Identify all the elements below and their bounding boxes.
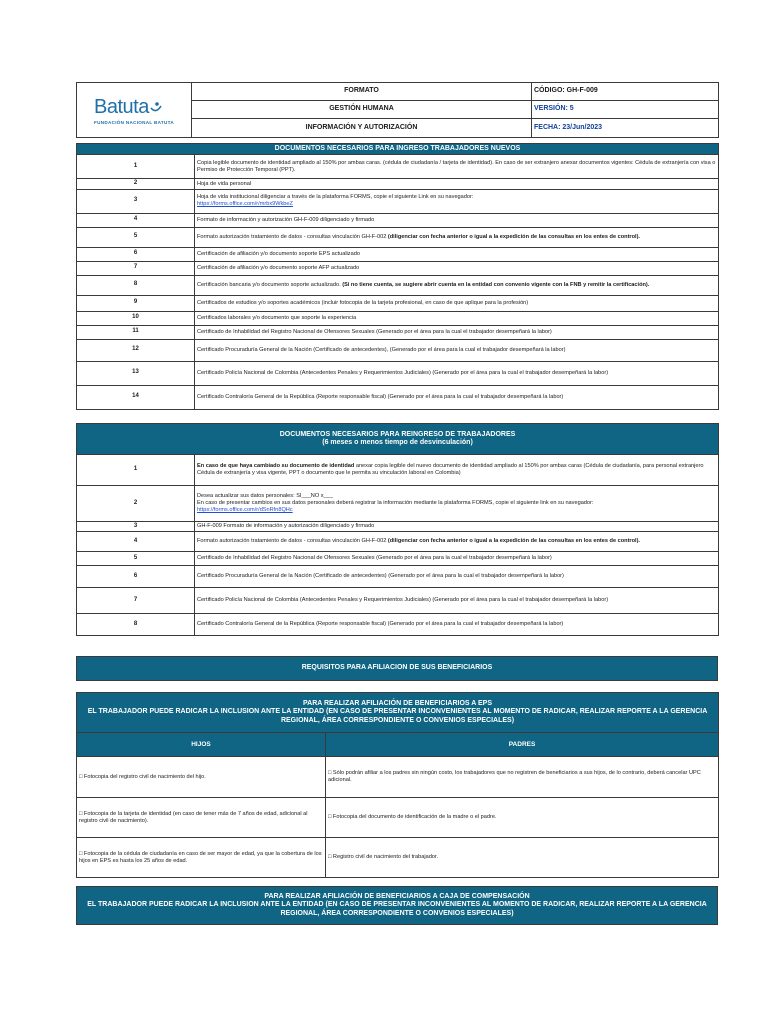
document-row bbox=[77, 385, 719, 409]
document-row bbox=[77, 311, 719, 325]
nuevos-title: DOCUMENTOS NECESARIOS PARA INGRESO TRABAJADORES NUEVOS bbox=[77, 144, 719, 155]
reingreso-subtitle: (6 meses o menos tiempo de desvinculación) bbox=[322, 439, 473, 446]
eps-padres-req: □ Fotocopia del documento de identificación de la madre o el padre. bbox=[326, 798, 719, 838]
requirement-bold-lead: En caso de que haya cambiado su documento de identidad bbox=[197, 463, 355, 470]
document-row bbox=[77, 155, 719, 179]
document-row bbox=[77, 532, 719, 552]
row-requirement bbox=[195, 275, 719, 295]
row-requirement bbox=[195, 179, 719, 189]
nuevos-section bbox=[76, 143, 718, 410]
requirement-text: Certificación de afiliación y/o documento soporte AFP actualizado bbox=[197, 264, 360, 271]
requirement-text: Formato de información y autorización GH-F-009 diligenciado y firmado bbox=[197, 216, 375, 223]
row-number: 5 bbox=[77, 552, 195, 566]
row-number: 6 bbox=[77, 247, 195, 261]
row-requirement bbox=[195, 325, 719, 339]
header-doc-title: INFORMACIÓN Y AUTORIZACIÓN bbox=[192, 119, 532, 138]
row-number: 12 bbox=[77, 339, 195, 361]
row-requirement bbox=[195, 213, 719, 227]
row-requirement bbox=[195, 361, 719, 385]
requirement-text: Certificado Policía Nacional de Colombia (Antecedentes Penales y Requerimientos Judiciales) (Generado por el área para la cual el trabajador desempeñará la labor) bbox=[197, 597, 609, 604]
requirement-text: Formato autorización tratamiento de datos - consultas vinculación GH-F-002 bbox=[197, 233, 387, 240]
document-row bbox=[77, 179, 719, 189]
row-number: 13 bbox=[77, 361, 195, 385]
requirement-text: Certificado Policía Nacional de Colombia (Antecedentes Penales y Requerimientos Judiciales) (Generado por el área para la cual el trabajador desempeñará la labor) bbox=[197, 369, 609, 376]
document-header bbox=[76, 82, 718, 138]
row-number: 7 bbox=[77, 588, 195, 614]
caja-section bbox=[76, 886, 718, 925]
col-padres: PADRES bbox=[326, 733, 719, 757]
document-row bbox=[77, 247, 719, 261]
requirement-note: (diligenciar con fecha anterior o igual a la expedición de las consultas en los entes de control). bbox=[386, 233, 640, 240]
header-code: CÓDIGO: GH-F-009 bbox=[532, 83, 719, 101]
row-requirement bbox=[195, 385, 719, 409]
document-row bbox=[77, 295, 719, 311]
requirement-text: anexar copia legible del nuevo documento de identidad ampliado al 150% por ambas caras (Cédula de ciudadanía, para personal extranjero Cédula de extranjería y visa vigente, PPT o documento que le permita su vinculación laboral en Colombia) bbox=[197, 463, 704, 476]
document-row bbox=[77, 275, 719, 295]
row-requirement bbox=[195, 566, 719, 588]
document-row bbox=[77, 614, 719, 636]
document-row bbox=[77, 213, 719, 227]
reingreso-title: DOCUMENTOS NECESARIOS PARA REINGRESO DE TRABAJADORES bbox=[279, 430, 516, 438]
document-row bbox=[77, 227, 719, 247]
row-requirement bbox=[195, 339, 719, 361]
row-requirement bbox=[195, 522, 719, 532]
requirement-text: Hoja de vida institucional diligenciar a través de la plataforma FORMS, copie el siguiente Link en su navegador: bbox=[197, 194, 474, 201]
row-requirement bbox=[195, 227, 719, 247]
logo-subtitle: FUNDACIÓN NACIONAL BATUTA bbox=[94, 119, 174, 125]
row-number: 6 bbox=[77, 566, 195, 588]
requirement-text: Certificado de Inhabilidad del Registro Nacional de Ofensores Sexuales (Generado por el área para la cual el trabajador desempeñará la labor) bbox=[197, 328, 552, 335]
col-hijos: HIJOS bbox=[77, 733, 326, 757]
row-number: 9 bbox=[77, 295, 195, 311]
batuta-logo bbox=[94, 95, 174, 126]
document-row bbox=[77, 325, 719, 339]
requirement-text: Certificación bancaria y/o documento soporte actualizado. bbox=[197, 281, 341, 288]
eps-padres-req: □ Sólo podrán afiliar a los padres sin ningún costo, los trabajadores que no registren de beneficiarios a sus hijos, de lo contrario, deberá cancelar UPC adicional. bbox=[326, 757, 719, 798]
caja-title: PARA REALIZAR AFILIACIÓN DE BENEFICIARIOS A CAJA DE COMPENSACIÓN bbox=[264, 892, 530, 900]
requirement-text: Hoja de vida personal bbox=[197, 180, 252, 187]
header-format: FORMATO bbox=[192, 83, 532, 101]
reingreso-section bbox=[76, 423, 718, 636]
requirement-text: Certificado Contraloría General de la República (Reporte responsable fiscal) (Generado por el área para la cual el trabajador desempeñará la labor) bbox=[197, 621, 564, 628]
row-requirement bbox=[195, 552, 719, 566]
document-row bbox=[77, 552, 719, 566]
beneficiarios-title: REQUISITOS PARA AFILIACION DE SUS BENEFICIARIOS bbox=[77, 657, 718, 681]
row-requirement bbox=[195, 311, 719, 325]
reingreso-title-cell bbox=[77, 424, 719, 455]
eps-hijos-req: □ Fotocopia de la cédula de ciudadanía en caso de ser mayor de edad, ya que la cobertura de los hijos en EPS es hasta los 25 años de edad. bbox=[77, 838, 326, 878]
row-number: 10 bbox=[77, 311, 195, 325]
row-number: 3 bbox=[77, 522, 195, 532]
document-row bbox=[77, 588, 719, 614]
requirement-text: Certificado Procuraduría General de la Nación (Certificado de antecedentes) (Generado por el área para la cual el trabajador desempeñará la labor) bbox=[197, 573, 564, 580]
row-requirement bbox=[195, 486, 719, 522]
eps-hijos-req: □ Fotocopia de la tarjeta de identidad (en caso de tener más de 7 años de edad, adicional al registro civil de nacimiento). bbox=[77, 798, 326, 838]
row-number: 4 bbox=[77, 213, 195, 227]
row-number: 4 bbox=[77, 532, 195, 552]
row-requirement bbox=[195, 261, 719, 275]
header-area: GESTIÓN HUMANA bbox=[192, 101, 532, 119]
row-number: 8 bbox=[77, 275, 195, 295]
logo-swirl-icon bbox=[149, 100, 163, 114]
requirement-text: Desea actualizar sus datos personales: SI___NO x___ En caso de presentar cambios en sus datos personales deberá registrar la información mediante la plataforma FORMS, copie el siguiente link en su navegador: bbox=[197, 493, 594, 507]
eps-padres-req: □ Registro civil de nacimiento del trabajador. bbox=[326, 838, 719, 878]
caja-title-cell bbox=[77, 887, 718, 925]
requirement-text: Certificados laborales y/o documento que soporte la experiencia bbox=[197, 314, 357, 321]
document-row bbox=[77, 522, 719, 532]
row-number: 7 bbox=[77, 261, 195, 275]
row-number: 1 bbox=[77, 455, 195, 486]
row-requirement bbox=[195, 614, 719, 636]
row-requirement bbox=[195, 588, 719, 614]
row-number: 5 bbox=[77, 227, 195, 247]
row-number: 14 bbox=[77, 385, 195, 409]
document-row bbox=[77, 339, 719, 361]
row-number: 11 bbox=[77, 325, 195, 339]
row-requirement bbox=[195, 247, 719, 261]
eps-title-cell bbox=[77, 693, 719, 733]
logo-cell bbox=[77, 83, 192, 138]
document-row bbox=[77, 361, 719, 385]
requirement-text: Copia legible documento de identidad ampliado al 150% por ambas caras. (cédula de ciudadanía / tarjeta de identidad). En caso de ser extranjero anexar documentos vigentes: Cédula de extranjería con visa o Permiso de Protección Temporal (PPT). bbox=[197, 160, 716, 173]
document-row bbox=[77, 486, 719, 522]
forms-link[interactable]: https://forms.office.com/r/mrbx9WkbeZ bbox=[197, 201, 293, 208]
row-requirement bbox=[195, 532, 719, 552]
row-number: 8 bbox=[77, 614, 195, 636]
row-requirement bbox=[195, 189, 719, 213]
row-number: 2 bbox=[77, 486, 195, 522]
eps-title: PARA REALIZAR AFILIACIÓN DE BENEFICIARIOS A EPS bbox=[303, 699, 493, 707]
forms-link[interactable]: https://forms.office.com/r/dSnRfn8QHc bbox=[197, 506, 293, 513]
beneficiarios-section bbox=[76, 656, 718, 681]
document-row bbox=[77, 261, 719, 275]
eps-section bbox=[76, 692, 718, 878]
requirement-text: Certificado Contraloría General de la República (Reporte responsable fiscal) (Generado por el área para la cual el trabajador desempeñará la labor) bbox=[197, 393, 564, 400]
requirement-text: Certificados de estudios y/o soportes académicos (incluir fotocopia de la tarjeta profesional, en caso de que aplique para la profesión) bbox=[197, 299, 529, 306]
eps-instructions: EL TRABAJADOR PUEDE RADICAR LA INCLUSION ANTE LA ENTIDAD (EN CASO DE PRESENTAR INCONVENIENTES AL MOMENTO DE RADICAR, REALIZAR REPORTE A LA GERENCIA REGIONAL, ÁREA CORRESPONDIENTE O CONVENIOS ESPECIALES) bbox=[87, 708, 708, 724]
requirement-text: Formato autorización tratamiento de datos - consultas vinculación GH-F-002 bbox=[197, 538, 387, 545]
row-number: 1 bbox=[77, 155, 195, 179]
row-number: 3 bbox=[77, 189, 195, 213]
document-row bbox=[77, 566, 719, 588]
requirement-text: Certificado de Inhabilidad del Registro Nacional de Ofensores Sexuales (Generado por el área para la cual el trabajador desempeñará la labor) bbox=[197, 555, 552, 562]
requirement-text: Certificación de afiliación y/o documento soporte EPS actualizado bbox=[197, 250, 360, 257]
requirement-note: (diligenciar con fecha anterior o igual a la expedición de las consultas en los entes de control). bbox=[386, 538, 640, 545]
row-requirement bbox=[195, 155, 719, 179]
header-version: VERSIÓN: 5 bbox=[532, 101, 719, 119]
eps-hijos-req: □ Fotocopia del registro civil de nacimiento del hijo. bbox=[77, 757, 326, 798]
logo-wordmark: Batuta bbox=[94, 95, 149, 118]
caja-instructions: EL TRABAJADOR PUEDE RADICAR LA INCLUSION ANTE LA ENTIDAD (EN CASO DE PRESENTAR INCONVENIENTES AL MOMENTO DE RADICAR, REALIZAR REPORTE A LA GERENCIA REGIONAL, ÁREA CORRESPONDIENTE O CONVENIOS ESPECIALES) bbox=[87, 901, 707, 917]
row-number: 2 bbox=[77, 179, 195, 189]
document-row bbox=[77, 189, 719, 213]
row-requirement bbox=[195, 455, 719, 486]
row-requirement bbox=[195, 295, 719, 311]
header-date: FECHA: 23/Jun/2023 bbox=[532, 119, 719, 138]
requirement-text: GH-F-009 Formato de información y autorización diligenciado y firmado bbox=[197, 523, 375, 530]
document-row bbox=[77, 455, 719, 486]
requirement-note: (Si no tiene cuenta, se sugiere abrir cuenta en la entidad con convenio vigente con la FNB y remitir la certificación). bbox=[340, 281, 650, 288]
requirement-text: Certificado Procuraduría General de la Nación (Certificado de antecedentes), (Generado por el área para la cual el trabajador desempeñará la labor) bbox=[197, 346, 566, 353]
